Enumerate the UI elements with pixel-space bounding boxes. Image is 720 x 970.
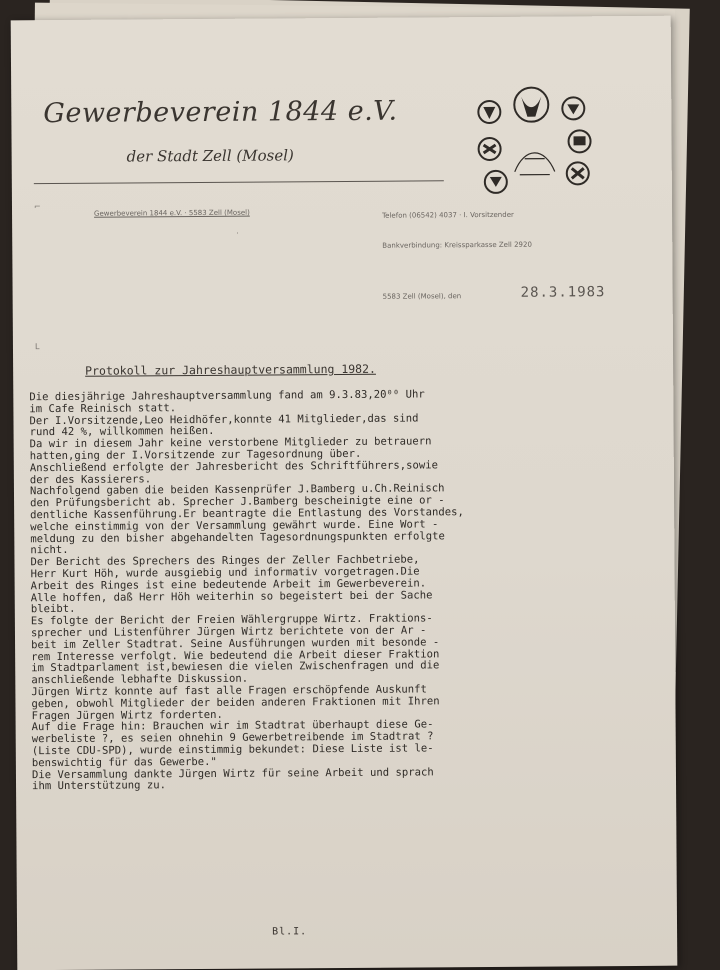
body-line: welche einstimmig von der Versammlung gewährt wurde. Eine Wort - bbox=[30, 518, 439, 533]
body-line: Alle hoffen, daß Herr Höh weiterhin so begeistert bei der Sache bbox=[30, 588, 433, 604]
body-line: Nachfolgend gaben die beiden Kassenprüfer J.Bamberg u.Ch.Reinisch bbox=[29, 482, 445, 498]
fold-mark-bottom: L bbox=[34, 342, 40, 352]
body-line: meldung zu den bisher abgehandelten Tagesordnungspunkten erfolgte bbox=[30, 529, 445, 545]
sender-address-line: Gewerbeverein 1844 e.V. · 5583 Zell (Mosel) bbox=[94, 208, 250, 218]
body-line: ihm Unterstützung zu. bbox=[31, 779, 167, 793]
body-line: werbeliste ?, es seien ohnehin 9 Gewerbetreibende im Stadtrat ? bbox=[31, 730, 434, 746]
body-line: Herr Kurt Höh, wurde ausgiebig und informativ vorgetragen.Die bbox=[30, 565, 420, 581]
body-line: der des Kassierers. bbox=[29, 472, 152, 486]
place-line: 5583 Zell (Mosel), den bbox=[382, 292, 462, 301]
body-line: Die diesjährige Jahreshauptversammlung fand am 9.3.83,20⁰⁰ Uhr bbox=[29, 388, 425, 404]
bank-details-line: Bankverbindung: Kreissparkasse Zell 2920 bbox=[382, 240, 532, 250]
body-line: Anschließend erfolgte der Jahresbericht des Schriftführers,sowie bbox=[29, 459, 439, 474]
body-line: im Stadtparlament ist,bewiesen die vielen Zwischenfragen und die bbox=[31, 659, 440, 675]
protocol-body bbox=[29, 388, 652, 793]
body-line: Fragen Jürgen Wirtz forderten. bbox=[31, 708, 223, 722]
body-line: Es folgte der Bericht der Freien Wählergruppe Wirtz. Fraktions- bbox=[30, 612, 433, 628]
body-line: (Liste CDU-SPD), wurde einstimmig bekundet: Diese Liste ist le- bbox=[31, 742, 434, 758]
body-line: nicht. bbox=[30, 544, 69, 557]
body-line: Der I.Vorsitzende,Leo Heidhöfer,konnte 41 Mitglieder,das sind bbox=[29, 412, 419, 427]
letterhead-rule bbox=[34, 180, 444, 184]
sheet-number: Bl.I. bbox=[272, 926, 308, 938]
body-line: anschließende lebhafte Diskussion. bbox=[31, 672, 249, 687]
body-line: dentliche Kassenführung.Er beantragte die Entlastung des Vorstandes, bbox=[30, 506, 464, 522]
body-line: im Cafe Reinisch statt. bbox=[29, 401, 177, 415]
body-line: beit im Zeller Stadtrat. Seine Ausführungen wurden mit besonde - bbox=[31, 636, 440, 651]
body-line: rund 42 %, willkommen heißen. bbox=[29, 425, 215, 439]
body-line: Der Bericht des Sprechers des Ringes der Zeller Fachbetriebe, bbox=[30, 553, 420, 569]
guild-emblem-icon bbox=[469, 76, 602, 197]
letterhead-subtitle: der Stadt Zell (Mosel) bbox=[126, 146, 294, 166]
body-line: geben, obwohl Mitglieder der beiden anderen Fraktionen mit Ihren bbox=[31, 695, 440, 710]
letter-date: 28.3.1983 bbox=[520, 284, 606, 301]
protocol-title: Protokoll zur Jahreshauptversammlung 1982. bbox=[85, 361, 376, 378]
body-line: Da wir in diesem Jahr keine verstorbene Mitglieder zu betrauern bbox=[29, 435, 432, 451]
letterhead-name: Gewerbeverein 1844 e.V. bbox=[43, 95, 398, 130]
fold-mark-top: ⌐ bbox=[33, 202, 41, 212]
telephone-line: Telefon (06542) 4037 · I. Vorsitzender bbox=[382, 210, 514, 220]
body-line: bleibt. bbox=[30, 603, 76, 616]
body-line: Auf die Frage hin: Brauchen wir im Stadtrat überhaupt diese Ge- bbox=[31, 718, 434, 734]
window-mark: · bbox=[236, 228, 239, 238]
body-line: Die Versammlung dankte Jürgen Wirtz für seine Arbeit und sprach bbox=[31, 765, 434, 781]
body-line: Jürgen Wirtz konnte auf fast alle Fragen erschöpfende Auskunft bbox=[31, 683, 427, 699]
body-line: den Prüfungsbericht ab. Sprecher J.Bamberg bescheinigte eine or - bbox=[30, 494, 445, 510]
body-line: sprecher und Listenführer Jürgen Wirtz berichtete von der Ar - bbox=[30, 624, 427, 640]
body-line: hatten,ging der I.Vorsitzende zur Tagesordnung über. bbox=[29, 447, 362, 463]
body-line: rem Interesse verfolgt. Wie bedeutend die Arbeit dieser Fraktion bbox=[31, 647, 440, 663]
document-page bbox=[11, 16, 678, 970]
body-line: benswichtig für das Gewerbe." bbox=[31, 755, 217, 769]
body-line: Arbeit des Ringes ist eine bedeutende Arbeit im Gewerbeverein. bbox=[30, 577, 427, 592]
